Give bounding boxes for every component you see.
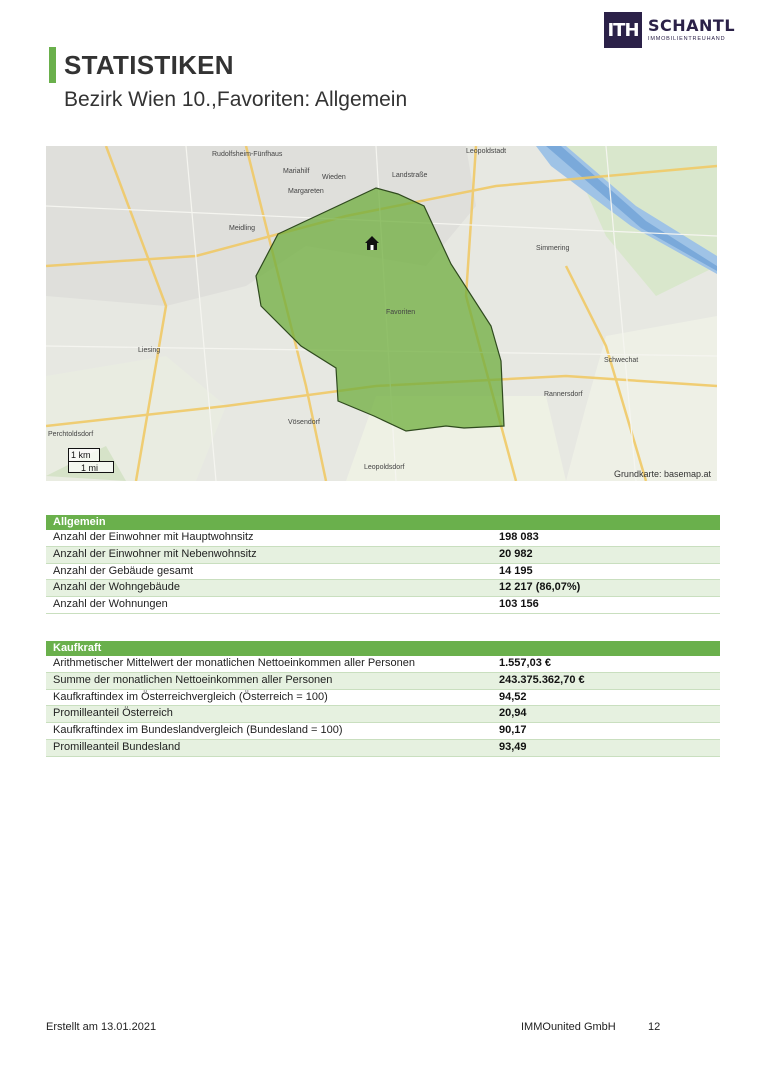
row-label: Promilleanteil Bundesland: [53, 740, 181, 753]
table-row: [46, 740, 720, 757]
row-value: 94,52: [499, 690, 527, 703]
logo-mark: ITH: [604, 12, 642, 48]
map-label-landstrasse: Landstraße: [392, 172, 428, 179]
row-value: 198 083: [499, 531, 539, 543]
table-row: [46, 597, 720, 614]
map-label-schwechat: Schwechat: [604, 357, 639, 364]
table-row: [46, 564, 720, 581]
row-value: 20 982: [499, 547, 533, 560]
title-accent-bar: [49, 47, 56, 83]
row-value: 14 195: [499, 564, 533, 577]
row-label: Promilleanteil Österreich: [53, 707, 173, 720]
map-label-leopoldstadt: Leopoldstadt: [466, 148, 507, 155]
map-label-liesing: Liesing: [138, 347, 161, 354]
district-map: [46, 146, 717, 481]
map-label-voesendorf: Vösendorf: [288, 419, 320, 426]
page-subtitle: Bezirk Wien 10.,Favoriten: Allgemein: [64, 88, 408, 111]
row-label: Anzahl der Gebäude gesamt: [53, 564, 194, 577]
row-label: Anzahl der Wohnungen: [53, 598, 168, 611]
page-number: 12: [648, 1021, 661, 1033]
table-row: [46, 673, 720, 690]
map-label-simmering: Simmering: [536, 245, 570, 252]
house-icon: [364, 235, 380, 251]
row-label: Kaufkraftindex im Bundeslandvergleich (Bundesland = 100): [53, 724, 343, 737]
row-value: 1.557,03 €: [499, 657, 551, 669]
row-label: Anzahl der Einwohner mit Nebenwohnsitz: [53, 547, 257, 560]
scale-mi: 1 mi: [68, 461, 114, 473]
row-value: 243.375.362,70 €: [499, 673, 585, 686]
table-row: [46, 530, 720, 547]
row-label: Summe der monatlichen Nettoeinkommen aller Personen: [53, 673, 333, 686]
map-credit: Grundkarte: basemap.at: [613, 469, 711, 479]
table-header: Kaufkraft: [46, 641, 720, 656]
kaufkraft-table: [46, 641, 720, 757]
map-label-margareten: Margareten: [288, 188, 324, 195]
footer-company: IMMOunited GmbH: [521, 1021, 616, 1033]
logo-name: SCHANTL: [648, 15, 736, 35]
map-scale: [68, 448, 118, 473]
allgemein-table: [46, 515, 720, 614]
row-label: Anzahl der Einwohner mit Hauptwohnsitz: [53, 531, 254, 543]
logo-subtitle: IMMOBILIENTREUHAND: [648, 35, 726, 42]
table-row: [46, 706, 720, 723]
row-value: 90,17: [499, 724, 527, 737]
map-label-meidling: Meidling: [229, 225, 256, 232]
map-label-perchtoldsdorf: Perchtoldsdorf: [48, 431, 94, 438]
map-label-rannersdorf: Rannersdorf: [544, 391, 583, 398]
table-row: [46, 723, 720, 740]
page-title: STATISTIKEN: [64, 50, 234, 80]
row-label: Anzahl der Wohngebäude: [53, 581, 181, 594]
row-label: Arithmetischer Mittelwert der monatlichen Nettoeinkommen aller Personen: [53, 657, 415, 669]
table-row: [46, 656, 720, 673]
row-value: 93,49: [499, 740, 527, 753]
map-label-favoriten: Favoriten: [386, 309, 416, 316]
footer-created-date: Erstellt am 13.01.2021: [46, 1021, 157, 1033]
map-label-leopoldsdorf: Leopoldsdorf: [364, 464, 405, 471]
row-value: 20,94: [499, 707, 527, 720]
company-logo: [604, 12, 735, 48]
row-value: 12 217 (86,07%): [499, 581, 581, 594]
map-label-mariahilf: Mariahilf: [283, 168, 310, 175]
logo-text: [648, 15, 736, 43]
table-row: [46, 690, 720, 707]
map-label-wieden: Wieden: [322, 174, 346, 181]
map-label-rudolfsheim: Rudolfsheim-Fünfhaus: [212, 151, 283, 158]
table-row: [46, 547, 720, 564]
scale-km: 1 km: [68, 448, 100, 461]
row-value: 103 156: [499, 598, 539, 611]
table-row: [46, 580, 720, 597]
row-label: Kaufkraftindex im Österreichvergleich (Österreich = 100): [53, 690, 328, 703]
table-header: Allgemein: [46, 515, 720, 530]
map-graphic: [46, 146, 717, 481]
